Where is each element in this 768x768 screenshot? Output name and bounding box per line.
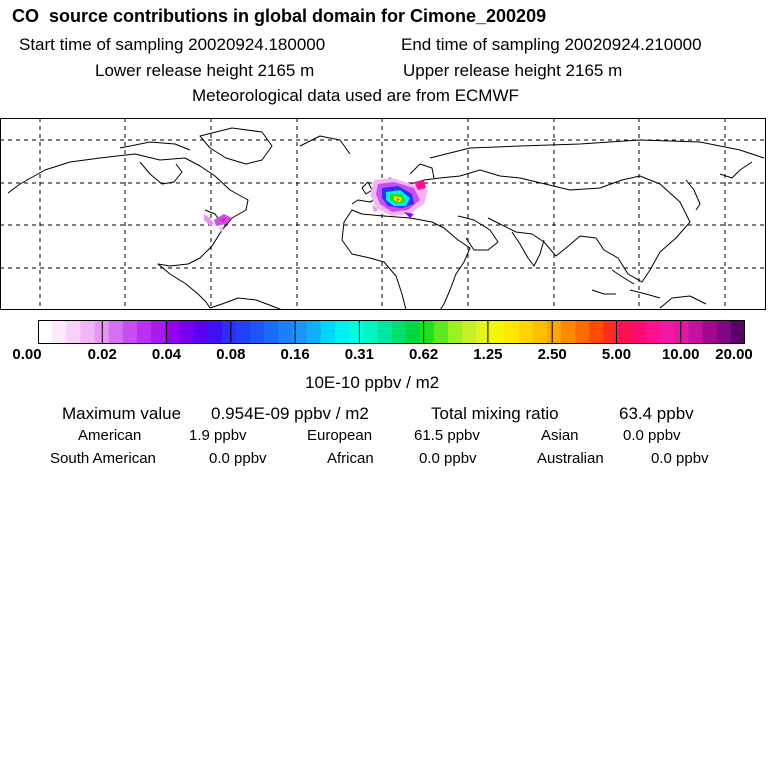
meteorological-data-label: Meteorological data used are from ECMWF <box>192 86 519 105</box>
color-scale-cell <box>688 320 703 344</box>
region-value-asian: 0.0 ppbv <box>623 427 681 444</box>
region-name-american: American <box>78 427 142 444</box>
color-scale-cell <box>335 320 350 344</box>
color-scale-cell <box>448 320 463 344</box>
upper-release-height-label: Upper release height 2165 m <box>403 61 623 80</box>
color-scale-cell <box>208 320 223 344</box>
color-scale-cell <box>137 320 152 344</box>
color-scale-tick-label: 0.04 <box>151 346 182 363</box>
color-scale-cell <box>703 320 718 344</box>
color-scale-cell <box>165 320 180 344</box>
color-scale-cells <box>38 320 745 344</box>
region-value-american: 1.9 ppbv <box>189 427 247 444</box>
color-scale-cell <box>674 320 689 344</box>
region-value-african: 0.0 ppbv <box>419 450 477 467</box>
color-scale-tick-label: 20.00 <box>715 346 753 363</box>
color-scale-cell <box>476 320 491 344</box>
color-scale-cell <box>377 320 392 344</box>
map-frame <box>1 119 766 310</box>
region-name-south-american: South American <box>50 450 156 467</box>
color-scale-cell <box>462 320 477 344</box>
color-scale-tick-label: 5.00 <box>601 346 632 363</box>
color-scale-cell <box>561 320 576 344</box>
region-name-asian: Asian <box>541 427 579 444</box>
color-scale-tick-label: 10.00 <box>661 346 700 363</box>
color-scale-tick-label: 0.02 <box>87 346 117 363</box>
color-scale-cell <box>392 320 407 344</box>
color-scale-cell <box>321 320 336 344</box>
lower-release-height-label: Lower release height 2165 m <box>95 61 315 80</box>
region-value-european: 61.5 ppbv <box>414 427 480 444</box>
color-scale-cell <box>646 320 661 344</box>
color-scale-tick-label: 2.50 <box>537 346 567 363</box>
region-value-australian: 0.0 ppbv <box>651 450 709 467</box>
color-scale-units: 10E-10 ppbv / m2 <box>305 373 440 392</box>
color-scale-tick-label: 0.31 <box>344 346 374 363</box>
color-scale-cell <box>38 320 53 344</box>
start-time-label: Start time of sampling 20020924.180000 <box>19 35 326 54</box>
color-scale-cell <box>519 320 534 344</box>
plot-title: CO source contributions in global domain for Cimone_200209 <box>12 6 547 26</box>
color-scale-tick-label: 0.00 <box>12 346 42 363</box>
color-scale-cell <box>575 320 590 344</box>
color-scale-cell <box>264 320 279 344</box>
color-scale-tick-label: 1.25 <box>473 346 503 363</box>
color-scale-cell <box>278 320 293 344</box>
total-mixing-ratio-value: 63.4 ppbv <box>619 404 694 423</box>
color-scale-cell <box>660 320 675 344</box>
color-scale-cell <box>80 320 95 344</box>
color-scale-cell <box>406 320 421 344</box>
region-name-european: European <box>307 427 373 444</box>
color-scale-cell <box>109 320 124 344</box>
color-scale-cell <box>236 320 251 344</box>
world-map <box>0 118 766 310</box>
color-scale-cell <box>250 320 265 344</box>
color-scale-cell <box>52 320 67 344</box>
region-value-south-american: 0.0 ppbv <box>209 450 267 467</box>
region-name-australian: Australian <box>537 450 604 467</box>
maximum-value-label: Maximum value <box>62 404 182 423</box>
color-scale-cell <box>505 320 520 344</box>
color-scale-cell <box>589 320 604 344</box>
color-scale-cell <box>123 320 138 344</box>
color-scale-cell <box>547 320 562 344</box>
color-scale-cell <box>618 320 633 344</box>
color-scale-cell <box>349 320 364 344</box>
color-scale-tick-label: 0.08 <box>216 346 246 363</box>
color-scale-tick-label: 0.16 <box>280 346 310 363</box>
region-name-african: African <box>327 450 374 467</box>
color-scale-cell <box>434 320 449 344</box>
color-scale-cell <box>363 320 378 344</box>
maximum-value: 0.954E-09 ppbv / m2 <box>211 404 369 423</box>
color-scale-cell <box>66 320 81 344</box>
color-scale-tick-label: 0.62 <box>409 346 439 363</box>
end-time-label: End time of sampling 20020924.210000 <box>401 35 702 54</box>
color-scale-cell <box>222 320 237 344</box>
color-scale-cell <box>179 320 194 344</box>
color-scale-cell <box>717 320 732 344</box>
color-scale-cell <box>731 320 745 344</box>
color-scale-cell <box>533 320 548 344</box>
color-scale-cell <box>151 320 166 344</box>
color-scale-cell <box>420 320 435 344</box>
color-scale-cell <box>632 320 647 344</box>
color-scale-cell <box>490 320 505 344</box>
color-scale-cell <box>307 320 322 344</box>
total-mixing-ratio-label: Total mixing ratio <box>431 404 559 423</box>
color-scale-bar <box>38 320 745 344</box>
color-scale-cell <box>194 320 209 344</box>
